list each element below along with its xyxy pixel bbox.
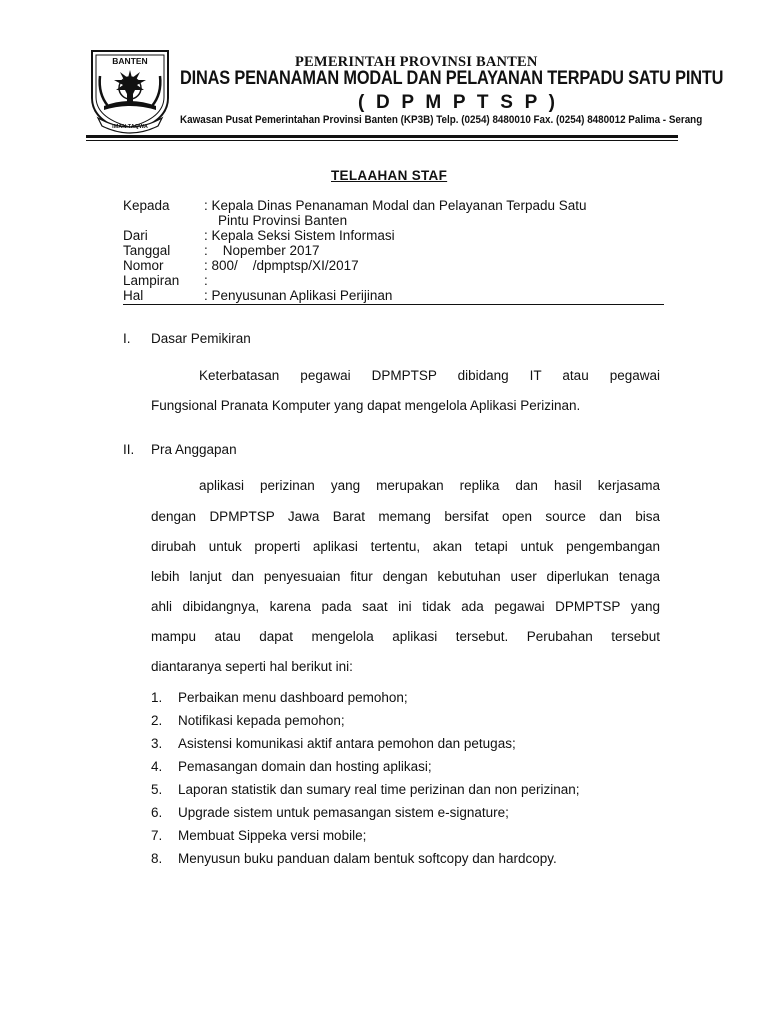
list-item-number: 7. <box>151 828 163 843</box>
meta-value: : Penyusunan Aplikasi Perijinan <box>204 288 393 303</box>
list-item-text: Upgrade sistem untuk pemasangan sistem e-signature; <box>178 805 509 820</box>
list-item-number: 5. <box>151 782 163 797</box>
paragraph-line: Fungsional Pranata Komputer yang dapat mengelola Aplikasi Perizinan. <box>151 398 581 413</box>
list-item-text: Membuat Sippeka versi mobile; <box>178 828 367 843</box>
letterhead-agency-name: DINAS PENANAMAN MODAL DAN PELAYANAN TERPADU SATU PINTU <box>180 68 724 89</box>
meta-label: Tanggal <box>123 243 171 258</box>
list-item-text: Menyusun buku panduan dalam bentuk softcopy dan hardcopy. <box>178 851 557 866</box>
meta-value: : 800/ /dpmptsp/XI/2017 <box>204 258 359 273</box>
list-item-text: Laporan statistik dan sumary real time perizinan dan non perizinan; <box>178 782 580 797</box>
paragraph-line: dengan DPMPTSP Jawa Barat memang bersifat open source dan bisa <box>151 509 660 524</box>
list-item-number: 2. <box>151 713 163 728</box>
meta-divider <box>123 304 664 305</box>
section-label: Pra Anggapan <box>151 442 237 457</box>
meta-value: : Kepala Dinas Penanaman Modal dan Pelayanan Terpadu Satu <box>204 198 587 213</box>
logo-text-top: BANTEN <box>112 56 148 66</box>
letterhead-divider-thin <box>86 140 678 141</box>
letterhead-address: Kawasan Pusat Pemerintahan Provinsi Banten (KP3B) Telp. (0254) 8480010 Fax. (0254) 8480012 Palima - Serang <box>180 114 703 126</box>
section-label: Dasar Pemikiran <box>151 331 251 346</box>
list-item-number: 8. <box>151 851 163 866</box>
meta-label: Nomor <box>123 258 164 273</box>
section-number: I. <box>123 331 131 346</box>
document-title: TELAAHAN STAF <box>331 168 448 183</box>
paragraph-line: aplikasi perizinan yang merupakan replika dan hasil kerjasama <box>199 478 660 493</box>
meta-value: : <box>204 273 208 288</box>
paragraph-line: Keterbatasan pegawai DPMPTSP dibidang IT atau pegawai <box>199 368 660 383</box>
list-item-number: 1. <box>151 690 163 705</box>
meta-label: Kepada <box>123 198 170 213</box>
list-item-text: Perbaikan menu dashboard pemohon; <box>178 690 408 705</box>
meta-label: Lampiran <box>123 273 180 288</box>
paragraph-line: diantaranya seperti hal berikut ini: <box>151 659 353 674</box>
list-item-text: Pemasangan domain dan hosting aplikasi; <box>178 759 432 774</box>
paragraph-line: dirubah untuk properti aplikasi tertentu, akan tetapi untuk pengembangan <box>151 539 660 554</box>
list-item-text: Asistensi komunikasi aktif antara pemohon dan petugas; <box>178 736 516 751</box>
section-number: II. <box>123 442 135 457</box>
letterhead-divider-thick <box>86 135 678 138</box>
letterhead-government-name: PEMERINTAH PROVINSI BANTEN <box>295 54 538 70</box>
list-item-number: 4. <box>151 759 163 774</box>
logo-text-bottom: IMAN TAQWA <box>112 124 148 130</box>
list-item-number: 3. <box>151 736 163 751</box>
meta-value: Pintu Provinsi Banten <box>218 213 348 228</box>
meta-label: Hal <box>123 288 144 303</box>
meta-label: Dari <box>123 228 148 243</box>
paragraph-line: lebih lanjut dan penyesuaian fitur dengan kebutuhan user diperlukan tenaga <box>151 569 660 584</box>
letterhead-agency-abbreviation: ( D P M P T S P ) <box>358 92 559 113</box>
banten-emblem-icon <box>86 48 174 134</box>
meta-value: : Kepala Seksi Sistem Informasi <box>204 228 395 243</box>
paragraph-line: mampu atau dapat mengelola aplikasi tersebut. Perubahan tersebut <box>151 629 660 644</box>
meta-value: : Nopember 2017 <box>204 243 320 258</box>
paragraph-line: ahli dibidangnya, karena pada saat ini tidak ada pegawai DPMPTSP yang <box>151 599 660 614</box>
list-item-text: Notifikasi kepada pemohon; <box>178 713 345 728</box>
list-item-number: 6. <box>151 805 163 820</box>
